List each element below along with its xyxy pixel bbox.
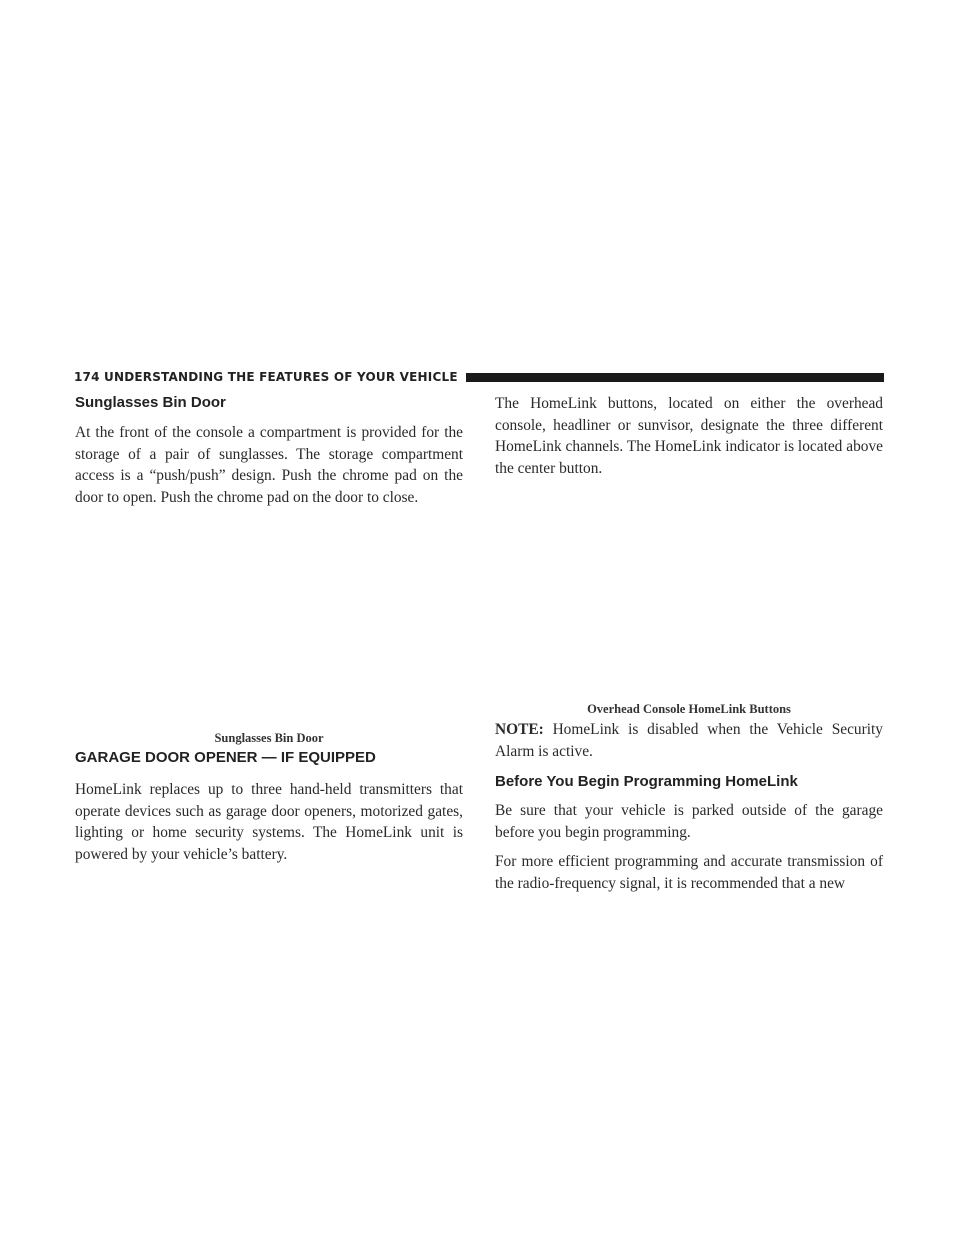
- garage-door-opener-heading: GARAGE DOOR OPENER — IF EQUIPPED: [75, 749, 376, 766]
- before-programming-heading: Before You Begin Programming HomeLink: [495, 773, 798, 790]
- page-header: [74, 369, 884, 385]
- note-text: HomeLink is disabled when the Vehicle Security Alarm is active.: [495, 721, 883, 760]
- left-column: [75, 393, 463, 865]
- homelink-note: [495, 719, 883, 762]
- sunglasses-bin-door-heading: Sunglasses Bin Door: [75, 394, 226, 411]
- right-column: [495, 393, 883, 894]
- note-label: NOTE:: [495, 721, 544, 738]
- header-text: 174 UNDERSTANDING THE FEATURES OF YOUR VEHICLE: [74, 370, 458, 384]
- before-programming-text-1: Be sure that your vehicle is parked outside of the garage before you begin programming.: [495, 802, 883, 841]
- homelink-buttons-figure: [495, 479, 883, 702]
- sunglasses-bin-figure: [75, 508, 463, 731]
- header-rule: [466, 373, 884, 382]
- sunglasses-bin-caption: Sunglasses Bin Door: [214, 731, 324, 745]
- before-programming-text-2: For more efficient programming and accurate transmission of the radio-frequency signal, it is recommended that a new: [495, 853, 883, 892]
- garage-door-opener-text: HomeLink replaces up to three hand-held transmitters that operate devices such as garage door openers, motorized gates, lighting or home security systems. The HomeLink unit is powered by your vehicle’s battery.: [75, 781, 463, 863]
- homelink-buttons-caption: Overhead Console HomeLink Buttons: [587, 702, 791, 716]
- homelink-buttons-text: The HomeLink buttons, located on either the overhead console, headliner or sunvisor, designate the three different HomeLink channels. The HomeLink indicator is located above the center button.: [495, 395, 883, 477]
- sunglasses-bin-door-text: At the front of the console a compartment is provided for the storage of a pair of sunglasses. The storage compartment access is a “push/push” design. Push the chrome pad on the door to open. Push the chrome pad on the door to close.: [75, 424, 463, 506]
